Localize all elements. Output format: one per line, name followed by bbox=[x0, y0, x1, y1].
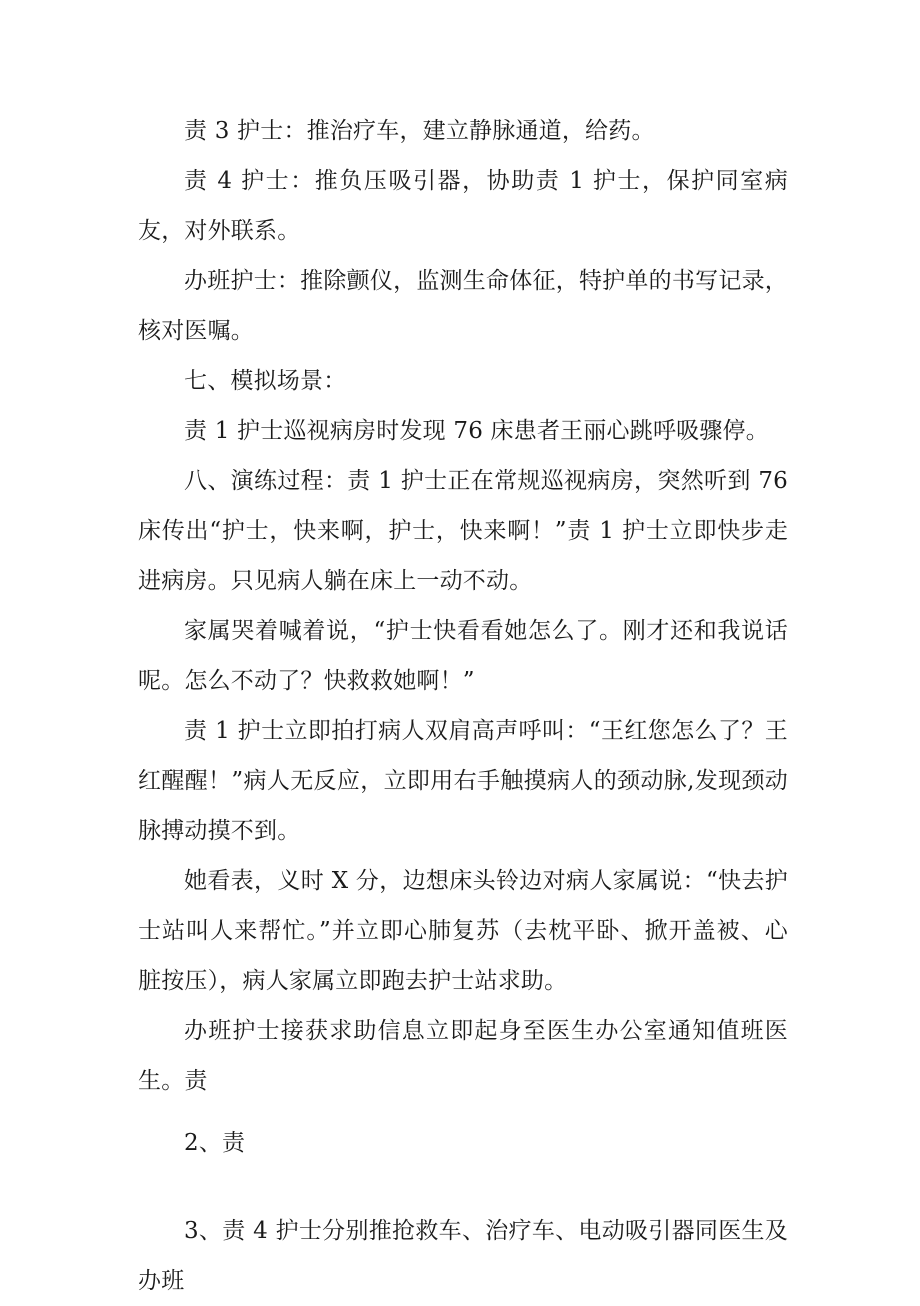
paragraph-list-item-2: 2、责 bbox=[184, 1130, 246, 1156]
paragraph-family-dialogue: 家属哭着喊着说，“护士快看看她怎么了。刚才还和我说话呢。怎么不动了？快救救她啊！” bbox=[138, 618, 788, 694]
paragraph-nurse-3-duty: 责 3 护士：推治疗车，建立静脉通道，给药。 bbox=[184, 118, 655, 144]
paragraph-scene-description: 责 1 护士巡视病房时发现 76 床患者王丽心跳呼吸骤停。 bbox=[184, 418, 769, 444]
paragraph-call-for-help: 她看表，义时 X 分，边想床头铃边对病人家属说：“快去护士站叫人来帮忙。”并立即心肺复苏（去枕平卧、掀开盖被、心脏按压），病人家属立即跑去护士站求助。 bbox=[138, 868, 788, 994]
section-heading-simulation-scene: 七、模拟场景： bbox=[184, 368, 347, 394]
paragraph-office-nurse-duty: 办班护士：推除颤仪，监测生命体征，特护单的书写记录，核对医嘱。 bbox=[138, 268, 788, 344]
paragraph-notify-doctor: 办班护士接获求助信息立即起身至医生办公室通知值班医生。责 bbox=[138, 1018, 788, 1094]
paragraph-list-item-3: 3、责 4 护士分别推抢救车、治疗车、电动吸引器同医生及办班 bbox=[138, 1218, 788, 1294]
paragraph-nurse-assessment: 责 1 护士立即拍打病人双肩高声呼叫：“王红您怎么了？王红醒醒！”病人无反应，立即用右手触摸病人的颈动脉,发现颈动脉搏动摸不到。 bbox=[138, 718, 788, 844]
document-body bbox=[138, 106, 788, 1306]
paragraph-drill-process: 八、演练过程：责 1 护士正在常规巡视病房，突然听到 76 床传出“护士，快来啊，护士，快来啊！”责 1 护士立即快步走进病房。只见病人躺在床上一动不动。 bbox=[138, 468, 788, 594]
paragraph-nurse-4-duty: 责 4 护士：推负压吸引器，协助责 1 护士，保护同室病友，对外联系。 bbox=[138, 168, 788, 244]
